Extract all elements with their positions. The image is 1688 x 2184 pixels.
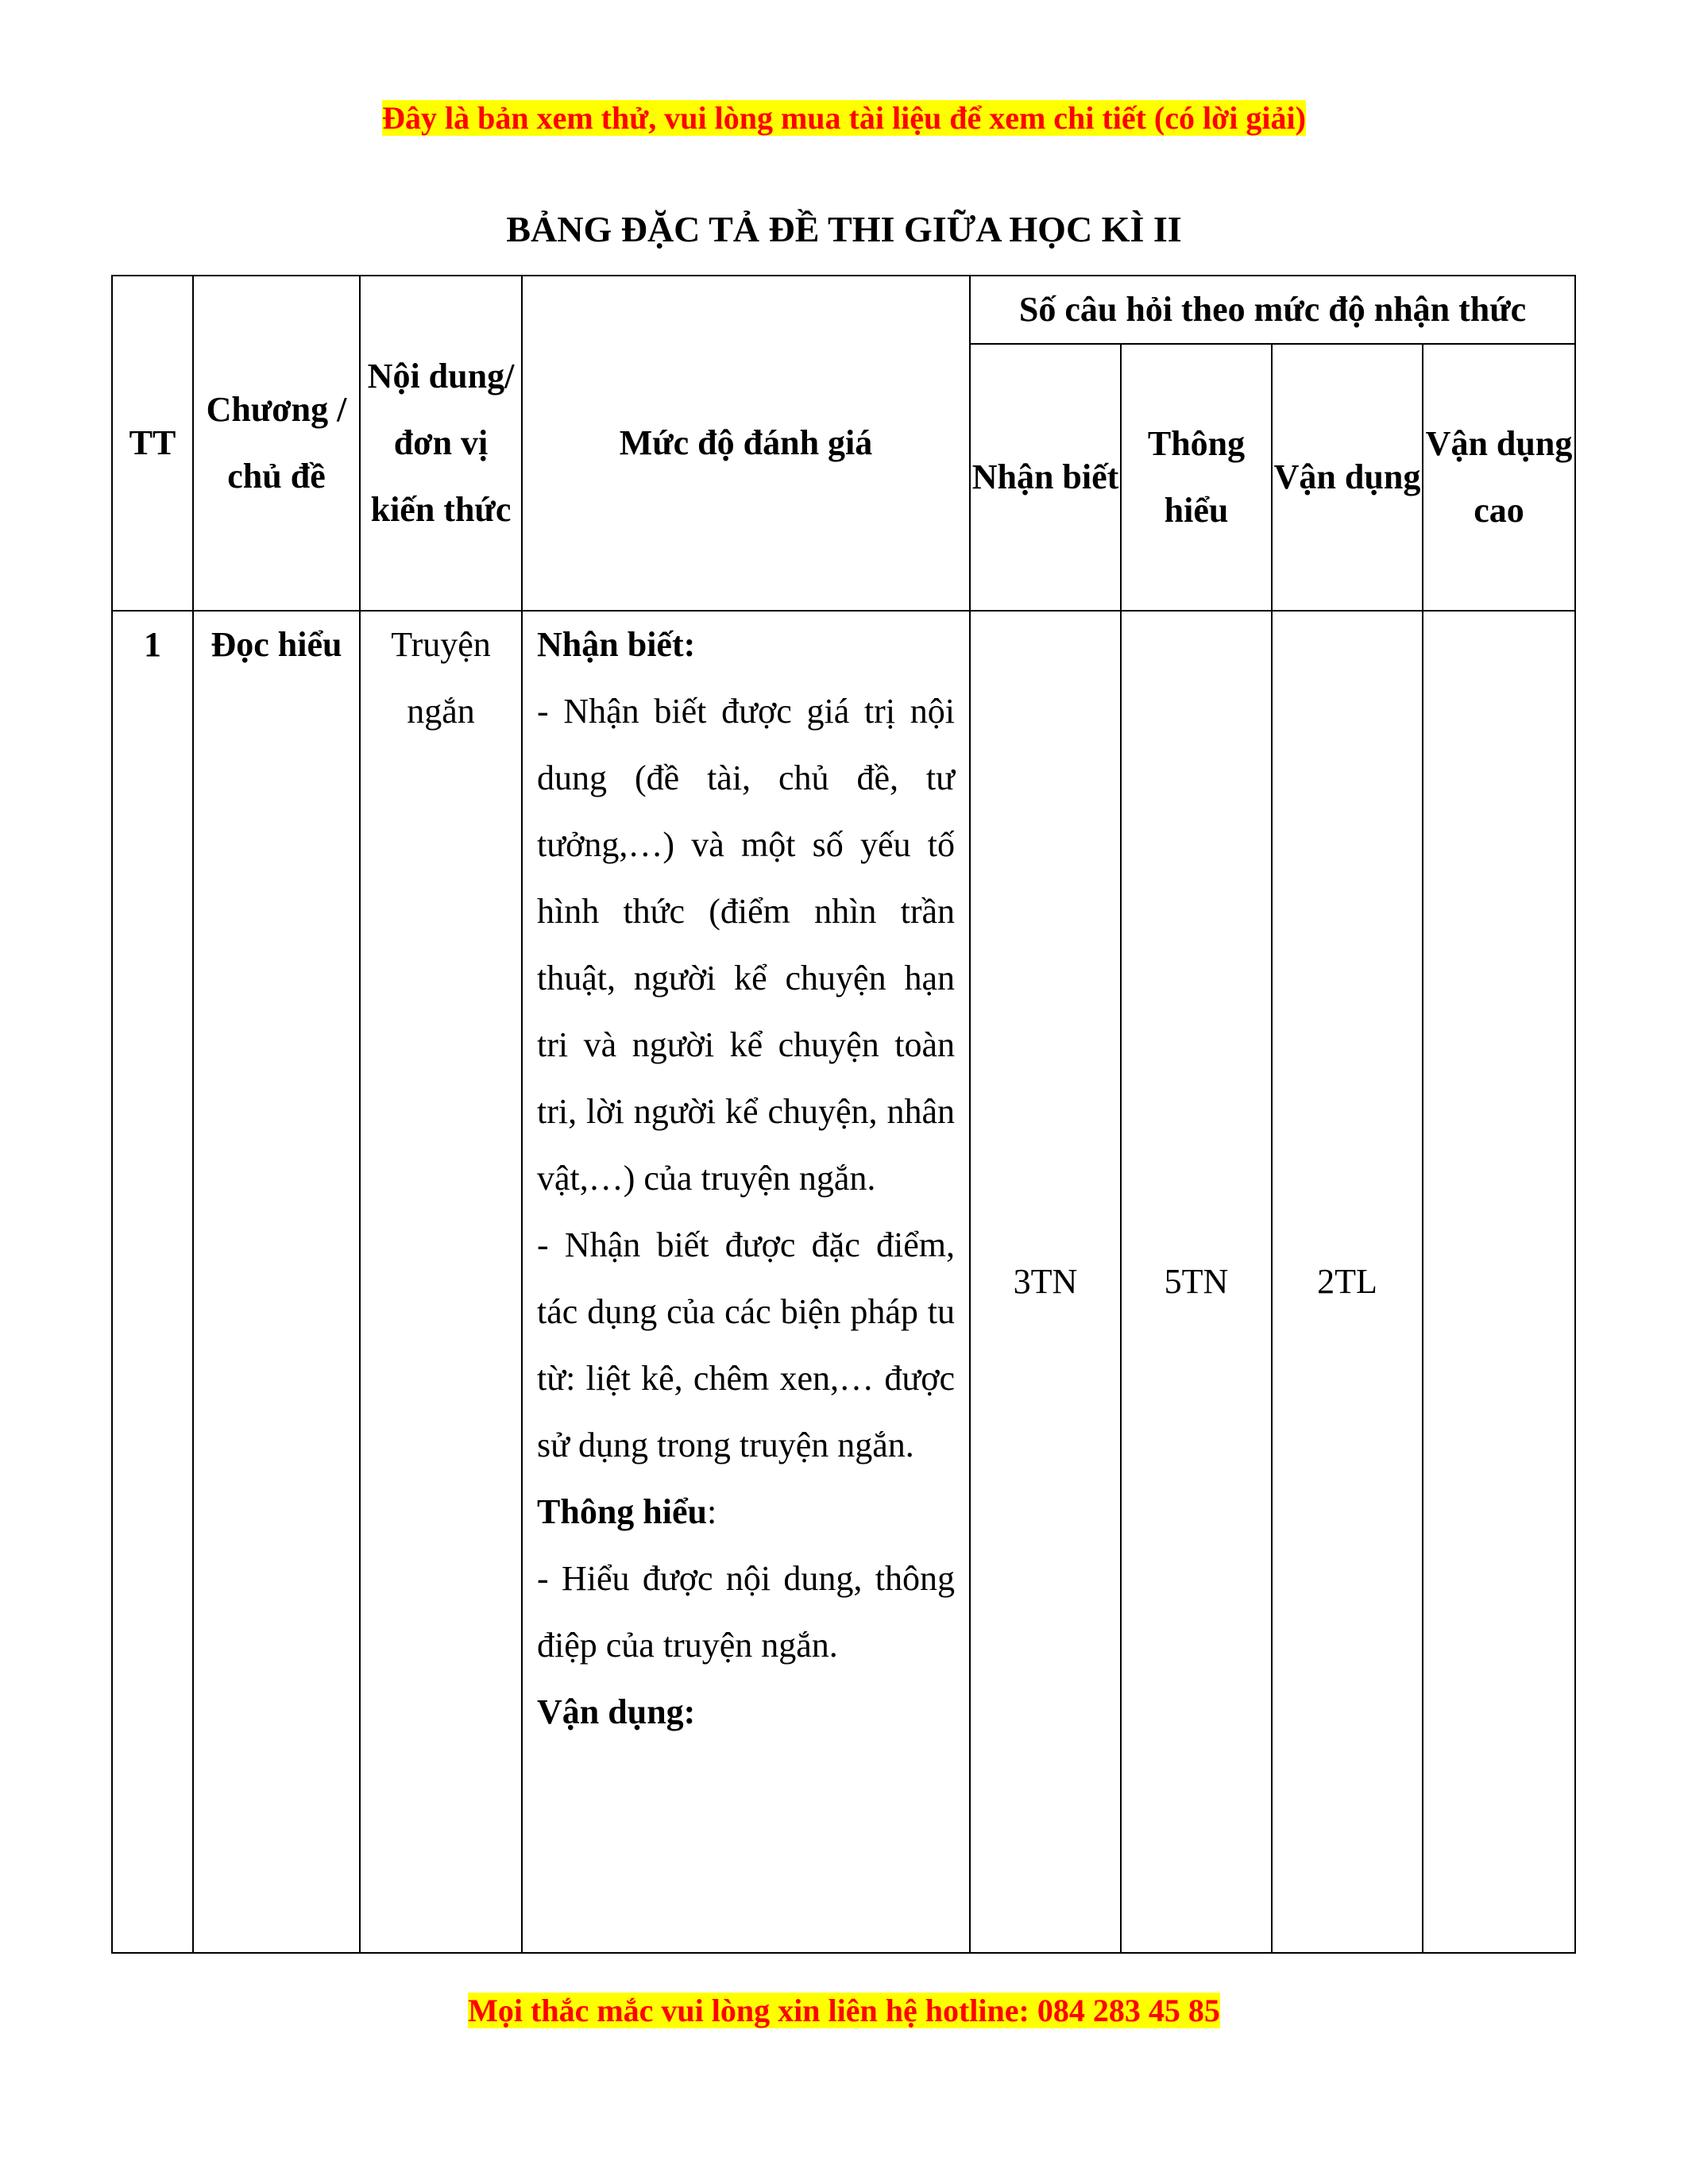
understand-heading-colon: : bbox=[706, 1492, 717, 1531]
hotline-banner bbox=[0, 1992, 1688, 2029]
row-assessment bbox=[522, 611, 970, 1953]
header-row-top bbox=[112, 276, 1575, 344]
recognize-item-2: - Nhận biết được đặc điểm, tác dụng của các biện pháp tu từ: liệt kê, chêm xen,… được sử dụng trong truyện ngắn. bbox=[537, 1225, 955, 1464]
header-tt: TT bbox=[112, 276, 193, 611]
count-advanced-apply bbox=[1423, 611, 1575, 1953]
count-apply: 2TL bbox=[1272, 611, 1423, 1953]
row-number: 1 bbox=[112, 611, 193, 1953]
preview-notice-banner bbox=[0, 99, 1688, 137]
header-level-understand: Thông hiểu bbox=[1121, 344, 1272, 611]
count-understand: 5TN bbox=[1121, 611, 1272, 1953]
header-level-advanced-apply: Vận dụng cao bbox=[1423, 344, 1575, 611]
header-level-apply: Vận dụng bbox=[1272, 344, 1423, 611]
hotline-text: Mọi thắc mắc vui lòng xin liên hệ hotline: 084 283 45 85 bbox=[468, 1993, 1220, 2028]
row-chapter: Đọc hiểu bbox=[193, 611, 360, 1953]
apply-heading: Vận dụng: bbox=[537, 1692, 696, 1731]
table-row bbox=[112, 611, 1575, 1953]
header-assessment: Mức độ đánh giá bbox=[522, 276, 970, 611]
header-content: Nội dung/ đơn vị kiến thức bbox=[360, 276, 522, 611]
recognize-item-1: - Nhận biết được giá trị nội dung (đề tài, chủ đề, tư tưởng,…) và một số yếu tố hình thức (điểm nhìn trần thuật, người kể chuyện hạn tri và người kể chuyện toàn tri, lời người kể chuyện, nhân vật,…) của truyện ngắn. bbox=[537, 692, 955, 1198]
understand-item-1: - Hiểu được nội dung, thông điệp của truyện ngắn. bbox=[537, 1559, 955, 1665]
specification-table bbox=[111, 275, 1576, 1954]
document-title: BẢNG ĐẶC TẢ ĐỀ THI GIỮA HỌC KÌ II bbox=[506, 209, 1182, 249]
header-level-recognize: Nhận biết bbox=[970, 344, 1121, 611]
recognize-heading: Nhận biết: bbox=[537, 625, 696, 664]
count-recognize: 3TN bbox=[970, 611, 1121, 1953]
preview-notice-text: Đây là bản xem thử, vui lòng mua tài liệu để xem chi tiết (có lời giải) bbox=[382, 100, 1306, 136]
row-content: Truyện ngắn bbox=[360, 611, 522, 1953]
header-question-count-group: Số câu hỏi theo mức độ nhận thức bbox=[970, 276, 1575, 344]
understand-heading-text: Thông hiểu bbox=[537, 1492, 707, 1531]
understand-heading bbox=[537, 1479, 955, 1545]
header-chapter: Chương / chủ đề bbox=[193, 276, 360, 611]
